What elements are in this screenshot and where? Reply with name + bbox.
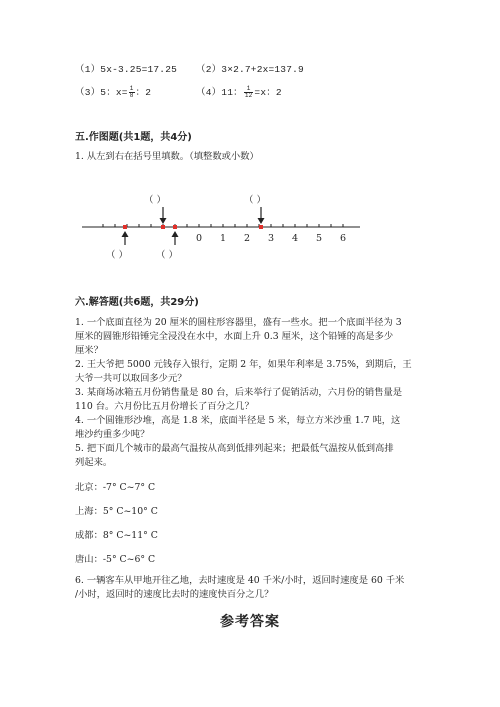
paren-top-right: （ ） <box>244 195 267 206</box>
question-3-line-1: 3. 某商场冰箱五月份销售量是 80 台，后来举行了促销活动，六月份的销售量是 <box>75 387 403 398</box>
answer-title: 参考答案 <box>220 614 280 630</box>
tick-label: 3 <box>267 233 275 244</box>
question-6-line-2: /小时，返回时的速度比去时的速度快百分之几？ <box>75 589 274 600</box>
marker-dot <box>259 225 263 229</box>
number-line-tick-labels <box>196 233 346 244</box>
section-5-title: 五.作图题(共1题，共4分) <box>75 132 192 143</box>
question-1-line-1: 1. 一个底面直径为 20 厘米的圆柱形容器里，盛有一些水。把一个底面半径为 3 <box>75 317 402 328</box>
question-5-line-1: 5. 把下面几个城市的最高气温按从高到低排列起来；把最低气温按从低到高排 <box>75 443 394 454</box>
temperature-beijing: 北京：-7° C~7° C <box>75 482 156 493</box>
temperature-chengdu: 成都：8° C~11° C <box>75 530 158 541</box>
question-5-line-2: 列起来。 <box>75 457 113 468</box>
temperature-shanghai: 上海：5° C~10° C <box>75 506 158 517</box>
marker-dot <box>173 225 177 229</box>
question-2-line-1: 2. 王大爷把 5000 元钱存入银行，定期 2 年，如果年利率是 3.75%，到期后，王 <box>75 359 412 370</box>
equation-3-suffix: ：2 <box>135 87 152 98</box>
fraction-numerator: 1 <box>244 86 254 93</box>
number-line-figure <box>70 185 370 265</box>
tick-label: 5 <box>315 233 323 244</box>
question-4-line-2: 堆沙约重多少吨？ <box>75 429 150 440</box>
equation-3 <box>75 84 151 99</box>
section-6-title: 六.解答题(共6题，共29分) <box>75 297 199 308</box>
tick-label: 2 <box>243 233 251 244</box>
equation-2: （2）3×2.7+2x=137.9 <box>196 64 304 75</box>
marker-dot <box>161 225 165 229</box>
equation-4 <box>196 84 282 99</box>
equation-4-suffix: =x：2 <box>254 87 282 98</box>
tick-label: 6 <box>339 233 347 244</box>
temperature-tangshan: 唐山：-5° C~6° C <box>75 554 156 565</box>
arrow-down-left <box>160 207 167 224</box>
question-1-line-3: 厘米？ <box>75 345 103 356</box>
arrow-down-right <box>258 207 265 224</box>
tick-label: 1 <box>219 233 227 244</box>
arrow-up-left <box>122 231 129 245</box>
tick-label: 0 <box>195 233 203 244</box>
fraction-denominator: 8 <box>129 91 134 99</box>
equation-1: （1）5x-3.25=17.25 <box>75 64 178 75</box>
equation-4-fraction <box>244 86 254 99</box>
paren-top-left: （ ） <box>144 195 167 206</box>
equation-3-fraction <box>129 86 135 99</box>
equation-3-prefix: （3）5：x= <box>75 87 128 98</box>
question-2-line-2: 大爷一共可以取回多少元？ <box>75 373 187 384</box>
question-3-line-2: 110 台。六月份比五月份增长了百分之几？ <box>75 401 254 412</box>
equation-4-prefix: （4）11： <box>196 87 243 98</box>
fraction-denominator: 12 <box>244 91 253 99</box>
question-4-line-1: 4. 一个圆锥形沙堆，高是 1.8 米，底面半径是 5 米，每立方米沙重 1.7 吨，这 <box>75 415 401 426</box>
marker-dot <box>123 225 127 229</box>
section-5-question-1: 1. 从左到右在括号里填数。（填整数或小数） <box>75 151 259 162</box>
arrow-up-right <box>172 231 179 245</box>
tick-label: 4 <box>291 233 299 244</box>
question-6-line-1: 6. 一辆客车从甲地开往乙地，去时速度是 40 千米/小时，返回时速度是 60 千米 <box>75 575 405 586</box>
number-line-ticks <box>103 224 343 227</box>
paren-bottom-right: （ ） <box>156 250 179 261</box>
fraction-numerator: 1 <box>129 84 134 92</box>
paren-bottom-left: （ ） <box>106 250 129 261</box>
question-1-line-2: 厘米的圆锥形铅锤完全浸没在水中，水面上升 0.3 厘米，这个铅锤的高是多少 <box>75 331 394 342</box>
